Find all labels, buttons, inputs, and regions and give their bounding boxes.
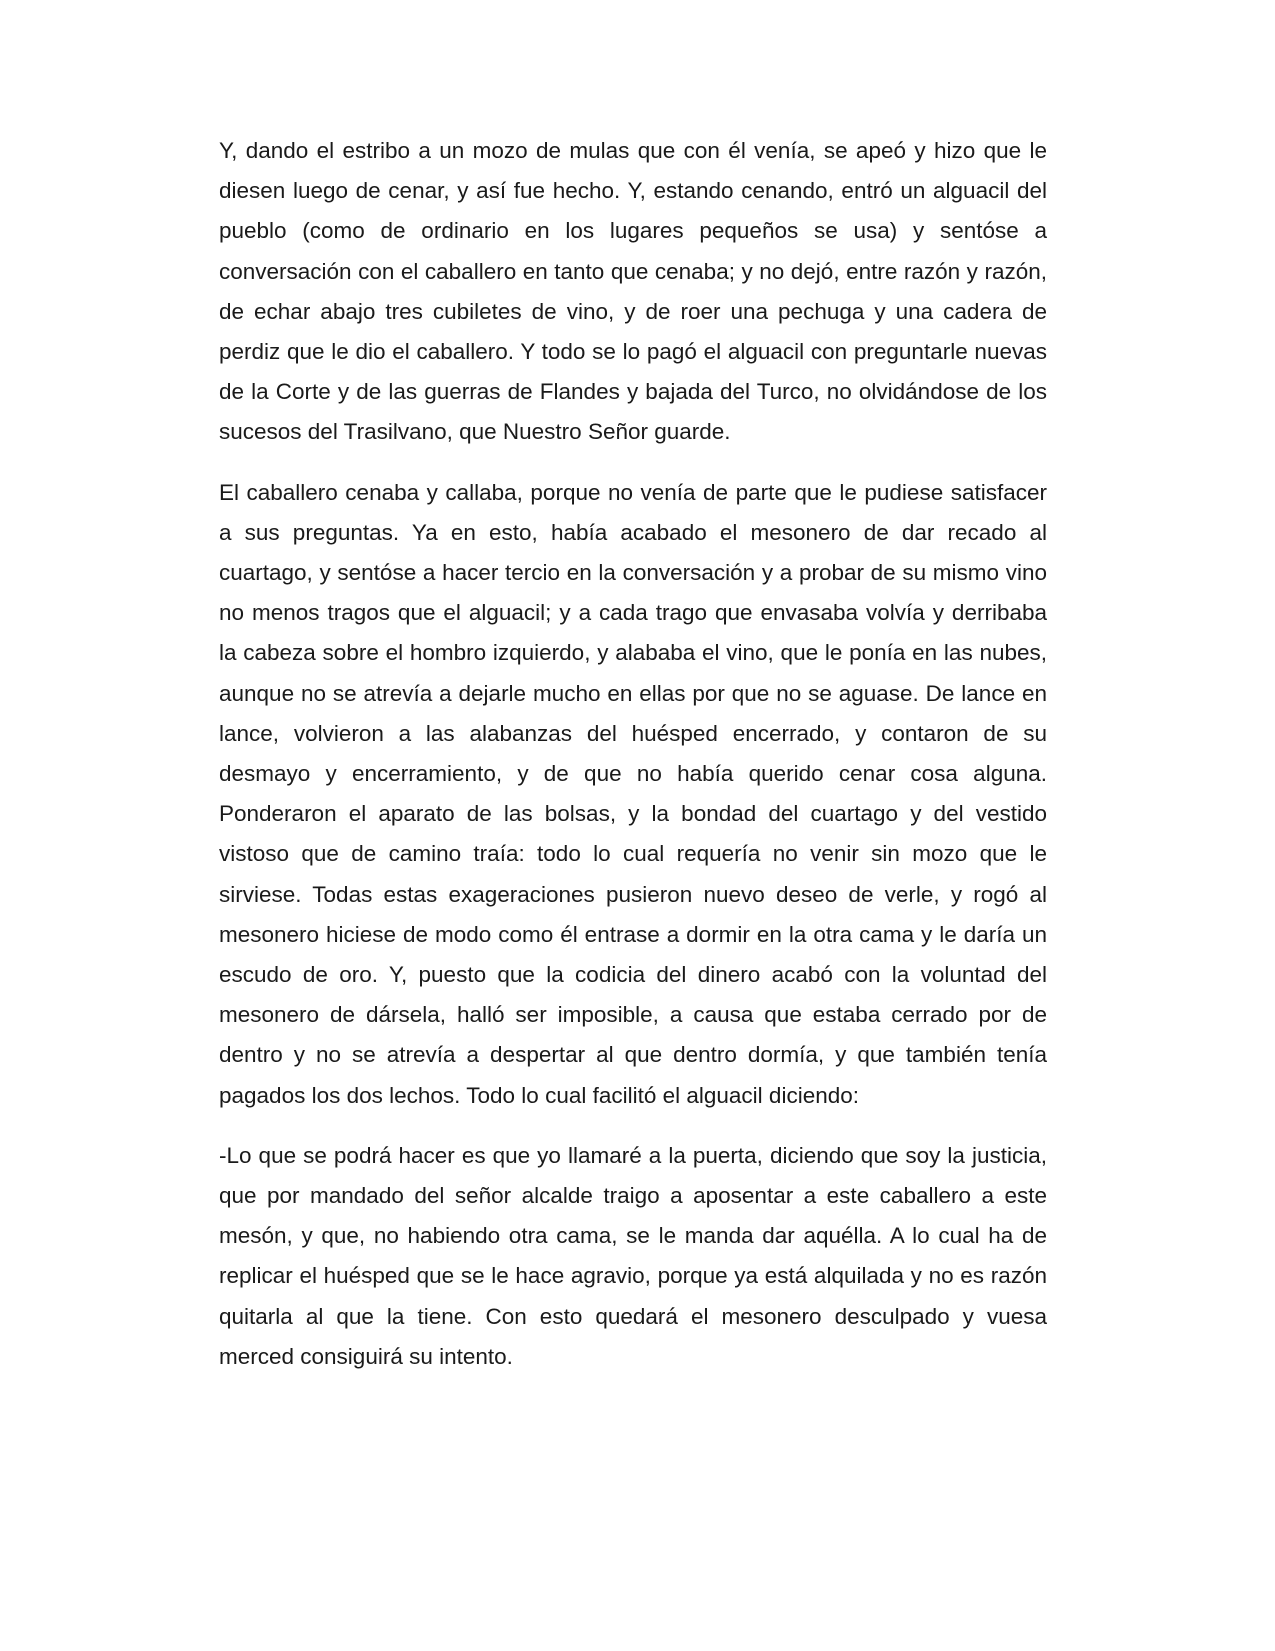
paragraph-1: Y, dando el estribo a un mozo de mulas que con él venía, se apeó y hizo que le diesen luego de cenar, y así fue hecho. Y, estando cenando, entró un alguacil del pueblo (como de ordinario en los lugares pequeños se usa) y sentóse a conversación con el caballero en tanto que cenaba; y no dejó, entre razón y razón, de echar abajo tres cubiletes de vino, y de roer una pechuga y una cadera de perdiz que le dio el caballero. Y todo se lo pagó el alguacil con preguntarle nuevas de la Corte y de las guerras de Flandes y bajada del Turco, no olvidándose de los sucesos del Trasilvano, que Nuestro Señor guarde. [219,138,1047,445]
body-text [219,131,1047,1397]
paragraph-2: El caballero cenaba y callaba, porque no venía de parte que le pudiese satisfacer a sus preguntas. Ya en esto, había acabado el mesonero de dar recado al cuartago, y sentóse a hacer tercio en la conversación y a probar de su mismo vino no menos tragos que el alguacil; y a cada trago que envasaba volvía y derribaba la cabeza sobre el hombro izquierdo, y alababa el vino, que le ponía en las nubes, aunque no se atrevía a dejarle mucho en ellas por que no se aguase. De lance en lance, volvieron a las alabanzas del huésped encerrado, y contaron de su desmayo y encerramiento, y de que no había querido cenar cosa alguna. Ponderaron el aparato de las bolsas, y la bondad del cuartago y del vestido vistoso que de camino traía: todo lo cual requería no venir sin mozo que le sirviese. Todas estas exageraciones pusieron nuevo deseo de verle, y rogó al mesonero hiciese de modo como él entrase a dormir en la otra cama y le daría un escudo de oro. Y, puesto que la codicia del dinero acabó con la voluntad del mesonero de dársela, halló ser imposible, a causa que estaba cerrado por de dentro y no se atrevía a despertar al que dentro dormía, y que también tenía pagados los dos lechos. Todo lo cual facilitó el alguacil diciendo: [219,479,1047,1108]
paragraph-3: -Lo que se podrá hacer es que yo llamaré a la puerta, diciendo que soy la justicia, que por mandado del señor alcalde traigo a aposentar a este caballero a este mesón, y que, no habiendo otra cama, se le manda dar aquélla. A lo cual ha de replicar el huésped que se le hace agravio, porque ya está alquilada y no es razón quitarla al que la tiene. Con esto quedará el mesonero desculpado y vuesa merced consiguirá su intento. [219,1142,1047,1369]
